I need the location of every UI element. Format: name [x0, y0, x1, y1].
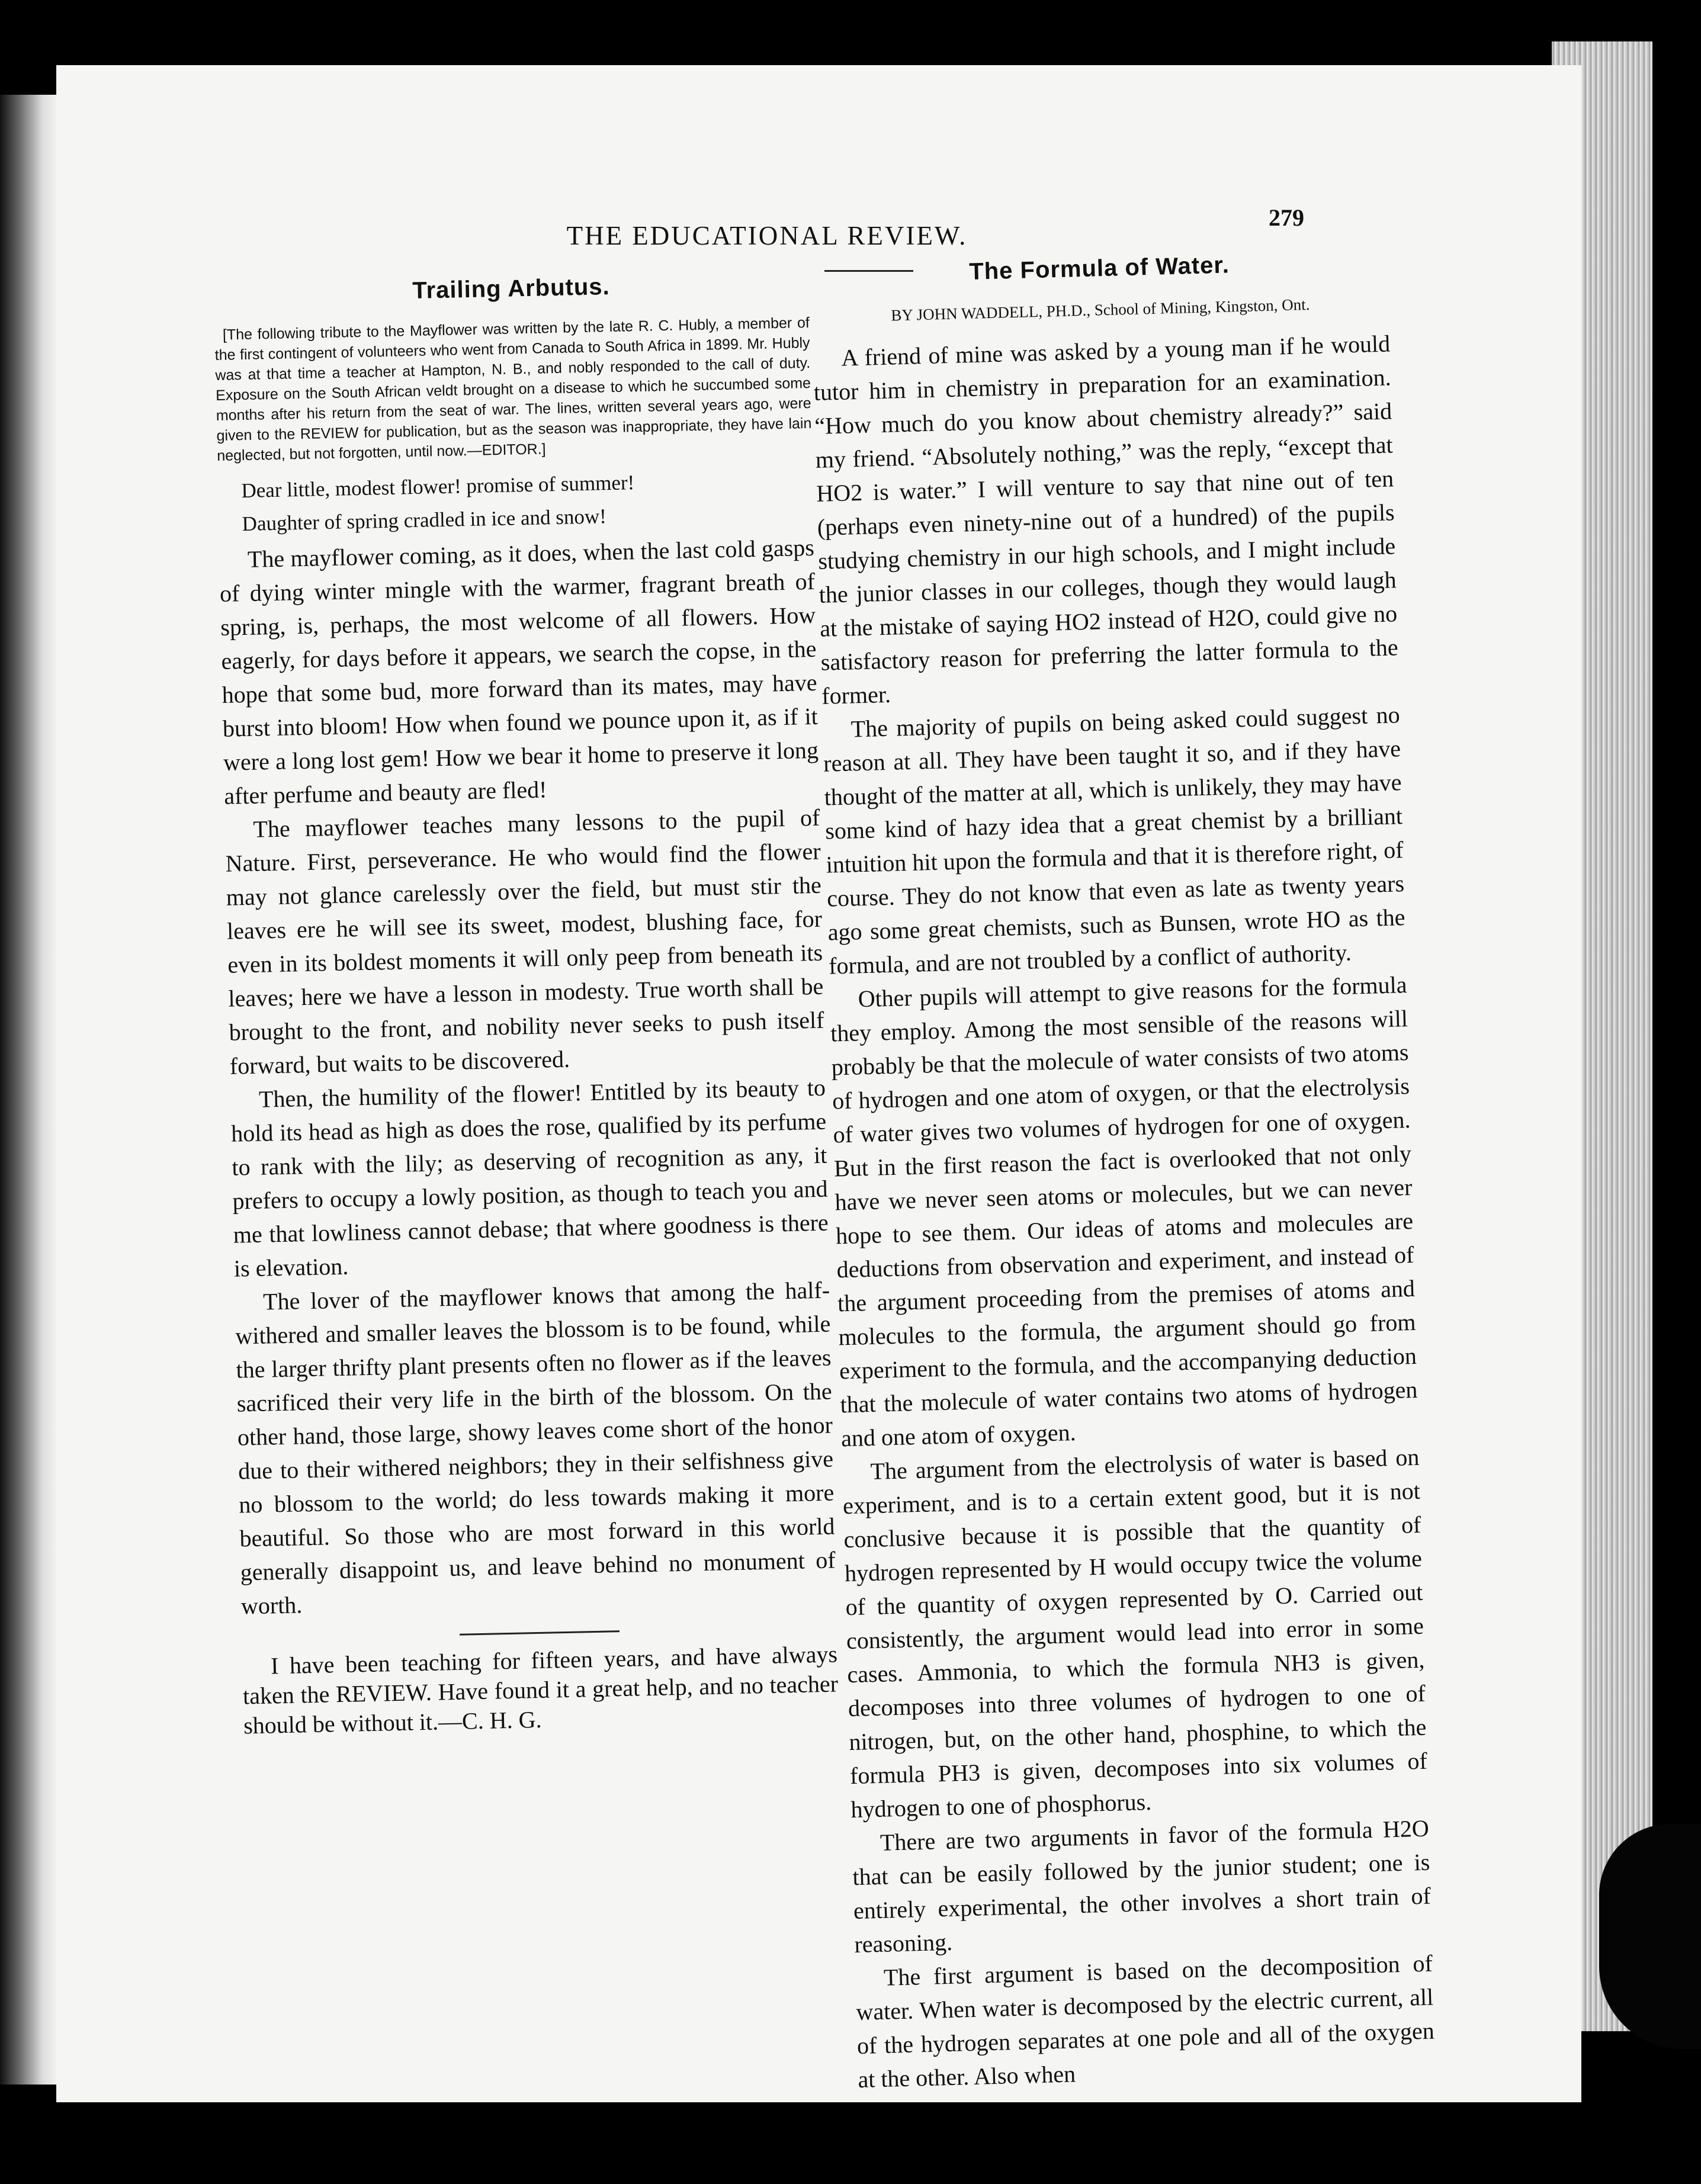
body-paragraph: The majority of pupils on being asked could suggest no reason at all. They have been taught it so, and if they have thought of the matter at all, which is unlikely, they may have some kind of hazy idea that a great chemist by a brilliant intuition hit upon the formula and that it is therefore right, of course. They do not know that even as late as twenty years ago some great chemists, such as Bunsen, wrote HO as the formula, and are not troubled by a conflict of authority. [823, 701, 1406, 979]
author-name: JOHN WADDELL, PH.D. [916, 301, 1087, 324]
body-paragraph: The mayflower coming, as it does, when the last cold gasps of dying winter mingle with the warmer, fragrant breath of spring, is, perhaps, the most welcome of all flowers. How eagerly, for days before it appears, we search the copse, in the hope that some bud, more forward than its mates, may have burst into bloom! How when found we pounce upon it, as if it were a long lost gem! How we bear it home to preserve it long after perfume and beauty are fled! [219, 534, 819, 810]
body-paragraph: The argument from the electrolysis of water is based on experiment, and is to a certain extent good, but it is not conclusive because it is possible that the quantity of hydrogen represented by H would occupy twice the volume of the quantity of oxygen represented by O. Carried out consistently, the argument would lead into error in some cases. Ammonia, to which the formula NH3 is given, decomposes into three volumes of hydrogen to one of nitrogen, but, on the other hand, phosphine, to which the formula PH3 is given, decomposes into six volumes of hydrogen to one of phosphorus. [842, 1443, 1428, 1823]
article-title-trailing-arbutus: Trailing Arbutus. [412, 273, 611, 304]
body-paragraph: The first argument is based on the decomposition of water. When water is decomposed by the electric current, all of the hydrogen separates at one pole and all of the oxygen at the other. Also when [855, 1949, 1435, 2093]
body-paragraph: The mayflower teaches many lessons to the pupil of Nature. First, perseverance. He who would find the flower may not glance carelessly over the field, but must stir the leaves ere he will see its sweet, modest, blushing face, for even in its boldest moments it will only peep from beneath its leaves; here we have a lesson in modesty. True worth shall be brought to the front, and nobility never seeks to push itself forward, but waits to be discovered. [225, 804, 824, 1080]
left-page-edge [0, 95, 56, 2085]
body-paragraph: There are two arguments in favor of the formula H2O that can be easily followed by the junior student; one is entirely experimental, the other involves a short train of reasoning. [852, 1814, 1432, 1958]
body-paragraph: Then, the humility of the flower! Entitled by its beauty to hold its head as high as does the rose, qualified by its perfume to rank with the lily; as deserving of recognition as any, it prefers to occupy a lowly position, as though to teach you and me that lowliness cannot debase; that where goodness is there is elevation. [230, 1074, 829, 1282]
separator-rule [460, 1630, 620, 1636]
running-title: THE EDUCATIONAL REVIEW. [566, 221, 968, 250]
byline-prefix: BY [890, 306, 913, 325]
body-paragraph: Other pupils will attempt to give reasons for the formula they employ. Among the most sensible of the reasons will probably be that the molecule of water consists of two atoms of hydrogen and one atom of oxygen, or that the electrolysis of water gives two volumes of hydrogen for one of oxygen. But in the first reason the fact is overlooked that not only have we never seen atoms or molecules, but we can never hope to see them. Our ideas of atoms and molecules are deductions from observation and experiment, and instead of the argument proceeding from the premises of atoms and molecules to the formula, the argument should go from experiment to the formula, and the accompanying deduction that the molecule of water contains two atoms of hydrogen and one atom of oxygen. [830, 971, 1418, 1452]
testimonial [242, 1639, 839, 1740]
page-number: 279 [1269, 204, 1304, 231]
body-paragraph: A friend of mine was asked by a young man if he would tutor him in chemistry in preparation for an examination. “How much do you know about chemistry already?” said my friend. “Absolutely nothing,” was the reply, “except that HO2 is water.” I will venture to say that nine out of ten (perhaps even ninety-nine out of a hundred) of the pupils studying chemistry in our high schools, and I might include the junior classes in our colleges, though they would laugh at the mistake of saying HO2 instead of H2O, could give no satisfactory reason for preferring the latter formula to the former. [813, 330, 1399, 709]
right-column [810, 244, 1436, 2096]
testimonial-text: I have been teaching for fifteen years, and have always taken the REVIEW. Have found it a great help, and no teacher should be without it.—C. H. G. [242, 1640, 839, 1739]
verse-line: Daughter of spring cradled in ice and snow! [242, 505, 607, 536]
article-title-formula-of-water: The Formula of Water. [968, 252, 1230, 285]
body-paragraph: The lover of the mayflower knows that among the half-withered and smaller leaves the blossom is to be found, while the larger thrifty plant presents often no flower as if the leaves sacrificed their very life in the birth of the blossom. On the other hand, those large, showy leaves come short of the honor due to their withered neighbors; they in their selfishness give no blossom to the world; do less towards making it more beautiful. So those who are most forward in this world generally disappoint us, and leave behind no monument of worth. [235, 1276, 836, 1620]
author-affiliation: , School of Mining, Kingston, Ont. [1086, 295, 1310, 319]
left-column [213, 266, 839, 1741]
editor-note: [The following tribute to the Mayflower was written by the late R. C. Hubly, a member of the first contingent of volunteers who went from Canada to South Africa in 1899. Mr. Hubly was at that time a teacher at Hampton, N. B., and nobly responded to the call of duty. Exposure on the South African veldt brought on a disease to which he succumbed some months after his return from the seat of war. The lines, written several years ago, were given to the REVIEW for publication, but as the season was inappropriate, they have lain neglected, but not forgotten, until now.—EDITOR.] [214, 314, 812, 464]
verse-line: Dear little, modest flower! promise of summer! [241, 471, 635, 503]
byline [811, 291, 1389, 329]
